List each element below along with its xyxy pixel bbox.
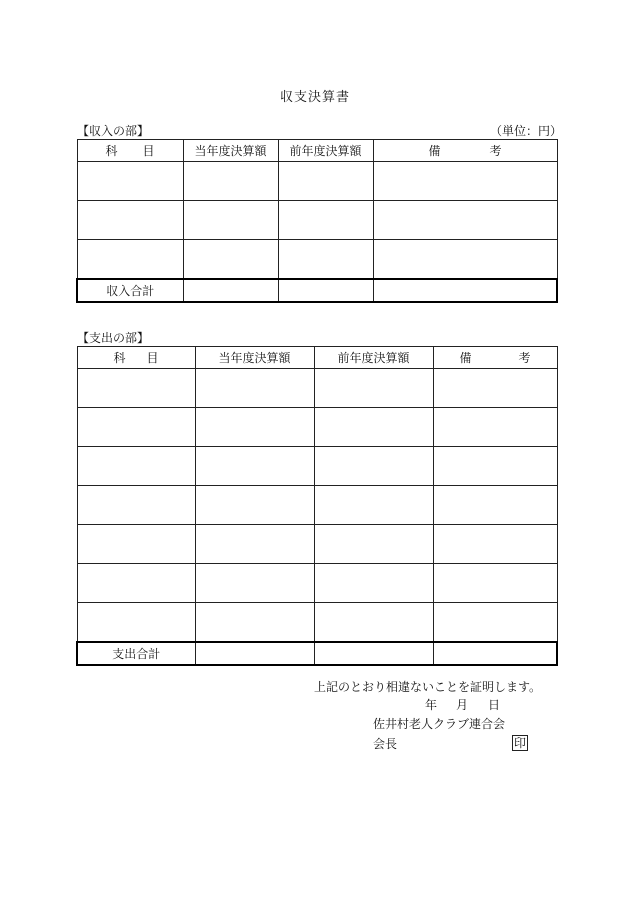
income-row — [77, 162, 557, 201]
expense-item-cell[interactable] — [77, 369, 195, 408]
expense-current-cell[interactable] — [195, 447, 314, 486]
income-total-previous-cell[interactable] — [278, 279, 373, 302]
income-remarks-cell[interactable] — [373, 162, 557, 201]
expense-header-previous: 前年度決算額 — [314, 347, 433, 369]
expense-table — [76, 346, 558, 666]
expense-row — [77, 408, 557, 447]
income-item-cell[interactable] — [77, 201, 183, 240]
income-current-cell[interactable] — [183, 162, 278, 201]
expense-row — [77, 486, 557, 525]
expense-total-current-cell[interactable] — [195, 642, 314, 665]
income-current-cell[interactable] — [183, 240, 278, 279]
income-item-cell[interactable] — [77, 240, 183, 279]
date-day-label: 日 — [488, 698, 501, 712]
expense-header-item — [77, 347, 195, 369]
expense-header-item-b: 目 — [146, 351, 159, 365]
seal-mark: 印 — [514, 736, 527, 750]
income-remarks-cell[interactable] — [373, 201, 557, 240]
income-remarks-cell[interactable] — [373, 240, 557, 279]
expense-total-previous-cell[interactable] — [314, 642, 433, 665]
expense-item-cell[interactable] — [77, 447, 195, 486]
expense-header-current: 当年度決算額 — [195, 347, 314, 369]
expense-remarks-cell[interactable] — [433, 369, 557, 408]
expense-item-cell[interactable] — [77, 408, 195, 447]
expense-previous-cell[interactable] — [314, 603, 433, 642]
expense-header-remarks-a: 備 — [459, 351, 472, 365]
expense-remarks-cell[interactable] — [433, 603, 557, 642]
expense-item-cell[interactable] — [77, 525, 195, 564]
income-total-row — [77, 279, 557, 302]
income-previous-cell[interactable] — [278, 201, 373, 240]
expense-header-row — [77, 347, 557, 369]
expense-header-item-a: 科 — [113, 351, 126, 365]
expense-previous-cell[interactable] — [314, 408, 433, 447]
expense-remarks-cell[interactable] — [433, 486, 557, 525]
expense-previous-cell[interactable] — [314, 486, 433, 525]
expense-current-cell[interactable] — [195, 369, 314, 408]
income-header-current: 当年度決算額 — [183, 140, 278, 162]
income-header-remarks-a: 備 — [428, 144, 441, 158]
expense-remarks-cell[interactable] — [433, 447, 557, 486]
income-previous-cell[interactable] — [278, 162, 373, 201]
expense-row — [77, 603, 557, 642]
expense-previous-cell[interactable] — [314, 369, 433, 408]
expense-header-remarks — [433, 347, 557, 369]
expense-remarks-cell[interactable] — [433, 525, 557, 564]
organization-name: 佐井村老人クラブ連合会 — [373, 717, 506, 731]
expense-row — [77, 525, 557, 564]
income-row — [77, 240, 557, 279]
expense-item-cell[interactable] — [77, 564, 195, 603]
income-previous-cell[interactable] — [278, 240, 373, 279]
income-header-remarks-b: 考 — [489, 144, 502, 158]
income-header-item-b: 目 — [142, 144, 155, 158]
expense-current-cell[interactable] — [195, 525, 314, 564]
income-header-previous: 前年度決算額 — [278, 140, 373, 162]
income-total-remarks-cell[interactable] — [373, 279, 557, 302]
income-total-label: 収入合計 — [77, 279, 183, 302]
expense-section-label: 【支出の部】 — [77, 331, 150, 345]
income-total-current-cell[interactable] — [183, 279, 278, 302]
chair-label: 会長 — [373, 737, 398, 751]
expense-total-label: 支出合計 — [77, 642, 195, 665]
expense-remarks-cell[interactable] — [433, 564, 557, 603]
unit-note: （単位：円） — [490, 124, 563, 138]
expense-row — [77, 369, 557, 408]
expense-total-remarks-cell[interactable] — [433, 642, 557, 665]
income-row — [77, 201, 557, 240]
expense-total-row — [77, 642, 557, 665]
expense-item-cell[interactable] — [77, 486, 195, 525]
income-header-row — [77, 140, 557, 162]
expense-previous-cell[interactable] — [314, 447, 433, 486]
expense-current-cell[interactable] — [195, 603, 314, 642]
income-header-item — [77, 140, 183, 162]
income-table — [76, 139, 558, 303]
income-current-cell[interactable] — [183, 201, 278, 240]
date-month-label: 月 — [456, 698, 469, 712]
certification-statement: 上記のとおり相違ないことを証明します。 — [314, 680, 542, 694]
document-title: 収支決算書 — [279, 90, 350, 105]
expense-previous-cell[interactable] — [314, 564, 433, 603]
expense-current-cell[interactable] — [195, 564, 314, 603]
expense-current-cell[interactable] — [195, 408, 314, 447]
expense-current-cell[interactable] — [195, 486, 314, 525]
date-year-label: 年 — [425, 698, 438, 712]
expense-header-remarks-b: 考 — [518, 351, 531, 365]
income-header-item-a: 科 — [105, 144, 118, 158]
income-header-remarks — [373, 140, 557, 162]
income-section-label: 【収入の部】 — [77, 124, 150, 138]
expense-item-cell[interactable] — [77, 603, 195, 642]
expense-row — [77, 447, 557, 486]
expense-previous-cell[interactable] — [314, 525, 433, 564]
income-item-cell[interactable] — [77, 162, 183, 201]
expense-row — [77, 564, 557, 603]
expense-remarks-cell[interactable] — [433, 408, 557, 447]
